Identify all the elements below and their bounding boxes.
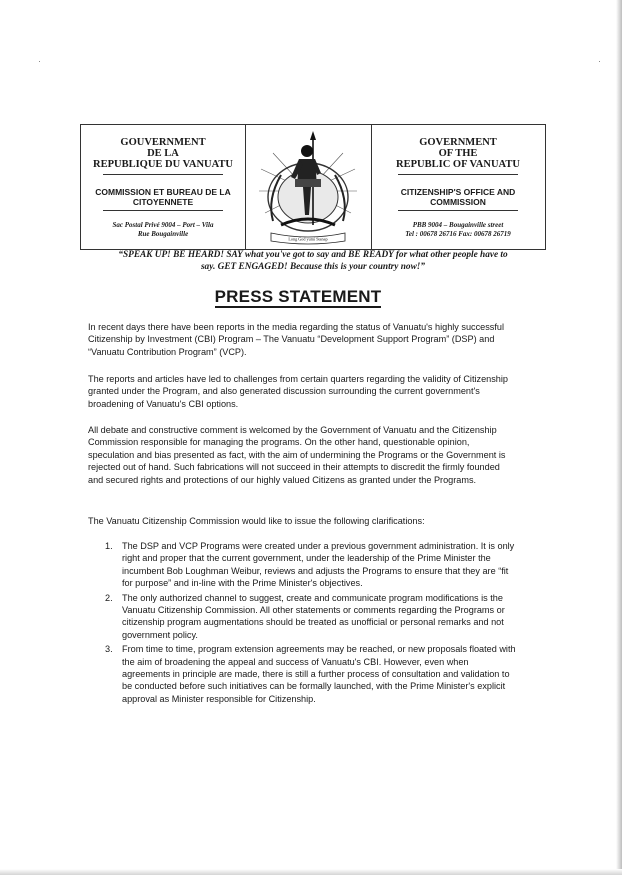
english-address xyxy=(371,221,545,239)
page-shadow-bottom xyxy=(0,869,622,875)
office-line: CITIZENSHIP'S OFFICE AND xyxy=(400,187,516,197)
divider xyxy=(398,174,518,175)
divider xyxy=(398,210,518,211)
paragraph-intro: In recent days there have been reports in the media regarding the status of Vanuatu's highly successful Citizenship by Investment (CBI) Program – The Vanuatu “Development Support Program” (DSP) and “Vanuatu Contribution Program” (VCP). xyxy=(88,322,504,357)
title-line: GOUVERNMENT xyxy=(120,137,206,148)
title-line: REPUBLIC OF VANUATU xyxy=(396,159,520,170)
scan-speck: · xyxy=(598,56,601,66)
paragraph-clarifications-intro: The Vanuatu Citizenship Commission would like to issue the following clarifications: xyxy=(88,516,425,526)
letterhead-english-column xyxy=(371,125,545,249)
letterhead xyxy=(80,124,546,250)
list-item xyxy=(88,592,518,642)
divider xyxy=(103,210,223,211)
letterhead-french-column xyxy=(81,125,246,249)
clarifications-list xyxy=(88,540,518,707)
address-line: Tel : 00678 26716 Fax: 00678 26719 xyxy=(405,230,511,238)
slogan-line: “SPEAK UP! BE HEARD! SAY what you've got to say and BE READY for what other people have to xyxy=(118,250,508,260)
address-line: Rue Bougainville xyxy=(137,230,189,238)
paragraph-debate: All debate and constructive comment is welcomed by the Government of Vanuatu and the Citizenship Commission responsible for managing the programs. On the other hand, questionable opinion, speculation and bias presented as fact, with the aim of undermining the Programs or the Government is rejected out of hand. Such fabrications will not succeed in their attempts to discredit the firmly founded and secured rights and protections of our highly valued Citizens as granted under the Programs. xyxy=(88,425,506,485)
list-item xyxy=(88,540,518,590)
title-line: DE LA xyxy=(147,148,179,159)
slogan-line: say. GET ENGAGED! Because this is your country now!” xyxy=(200,261,426,272)
title-line: REPUBLIQUE DU VANUATU xyxy=(92,159,234,170)
divider xyxy=(103,174,223,175)
coat-of-arms-icon xyxy=(251,129,365,247)
title-line: OF THE xyxy=(438,148,478,159)
office-line: COMMISSION ET BUREAU DE LA xyxy=(95,187,231,197)
french-address xyxy=(81,221,245,239)
scan-speck: · xyxy=(38,56,41,66)
address-line: Sac Postal Privé 9004 – Port – Vila xyxy=(112,221,214,229)
office-line: CITOYENNETE xyxy=(132,197,194,207)
list-item-number: 3. xyxy=(105,644,113,655)
english-office-name xyxy=(371,187,545,207)
list-item-text: From time to time, program extension agreements may be reached, or new proposals floated with the aim of broadening the appeal and success of Vanuatu's CBI. However, even when agreements in principle are made, there is still a further process of consultation and validation to be conducted before such initiatives can be formally launched, with the Prime Minister's explicit approval as Minister responsible for Citizenship. xyxy=(122,644,516,704)
page-title xyxy=(0,287,596,307)
french-office-name xyxy=(81,187,245,207)
address-line: PBB 9004 – Bougainville street xyxy=(412,221,504,229)
list-item xyxy=(88,643,518,705)
list-item-number: 2. xyxy=(105,592,113,603)
title-line: GOVERNMENT xyxy=(419,137,497,148)
office-line: COMMISSION xyxy=(430,197,486,207)
coat-of-arms-emblem xyxy=(251,129,365,247)
english-government-title xyxy=(371,137,545,170)
emblem-motto: Long God yumi Stanap xyxy=(288,236,328,242)
list-item-text: The only authorized channel to suggest, create and communicate program modifications is the Vanuatu Citizenship Commission. All other statements or comments regarding the Programs or citizenship program augmentations should be treated as unofficial or personal remarks and not government policy. xyxy=(122,592,505,640)
letterhead-emblem-column xyxy=(245,125,372,249)
french-government-title xyxy=(81,137,245,170)
page-title-text: PRESS STATEMENT xyxy=(214,287,382,306)
paragraph-challenges: The reports and articles have led to challenges from certain quarters regarding the validity of Citizenship granted under the Program, and also generated discussion surrounding the current government's broadening of Vanuatu's CBI options. xyxy=(88,374,508,409)
list-item-number: 1. xyxy=(105,541,113,551)
page-shadow-right xyxy=(616,0,622,875)
slogan xyxy=(88,250,538,273)
list-item-text: The DSP and VCP Programs were created under a previous government administration. It is only right and proper that the current government, under the leadership of the Prime Minister the incumbent Bob Loughman Weibur, reviews and adjusts the Programs to ensure that they are “fit for purpose” and in-line with the Prime Minister's objectives. xyxy=(122,541,515,589)
